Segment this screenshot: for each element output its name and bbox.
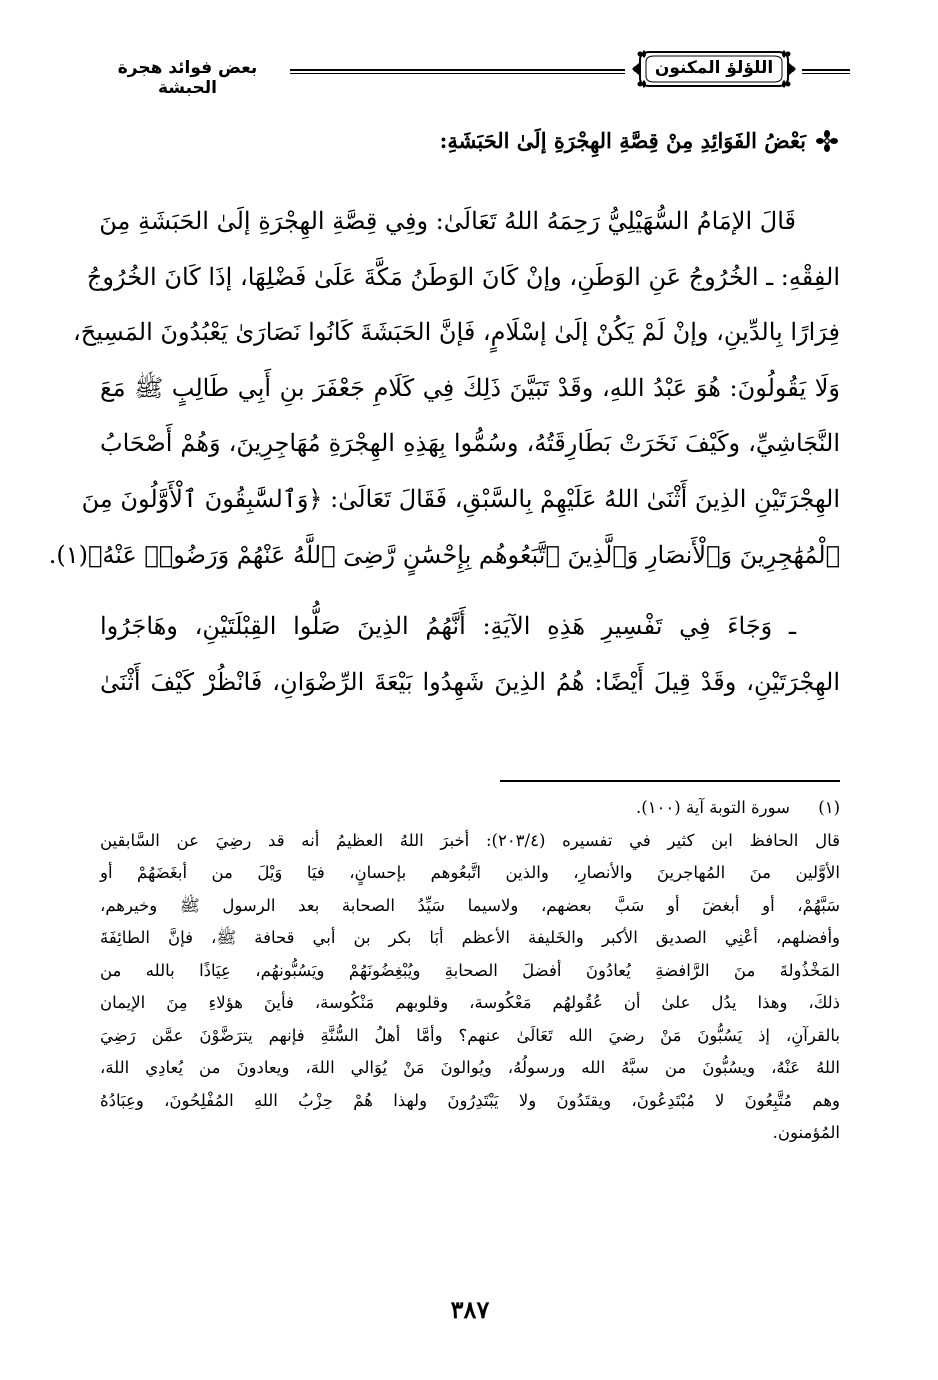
footnotes bbox=[100, 792, 840, 1150]
body-line: الفِقْهِ: ـ الخُرُوجُ عَنِ الوَطَنِ، وإنْ كَانَ الوَطَنُ مَكَّةَ عَلَىٰ فَضْلِهَا، إذَا كَانَ الخُرُوجُ bbox=[86, 262, 840, 291]
footnote-separator bbox=[500, 780, 840, 782]
header-ornament-frame bbox=[630, 48, 798, 90]
footnote-line: قال الحافظ ابن كثير في تفسيره (٢٠٣/٤): أخبرَ اللهُ العظيمُ أنه قد رضِيَ عن السَّابقين bbox=[100, 830, 840, 850]
footnote-line: المَخْذُولةَ منَ الرَّافضةِ يُعادُونَ أفضلَ الصحابةِ ويُبْغِضُونَهُمْ ويَسُبُّونهُم، عِيَاذًا بالله من bbox=[100, 960, 840, 980]
body-text bbox=[48, 194, 840, 710]
body-line: ٱلْمُهَٰجِرِينَ وَٱلْأَنصَارِ وَٱلَّذِينَ ٱتَّبَعُوهُم بِإِحْسَٰنٍ رَّضِىَ ٱللَّهُ عَنْهُمْ وَرَضُوا۟ عَنْهُ﴾(١). bbox=[48, 540, 840, 569]
header-section-title: بعض فوائد هجرة الحبشة bbox=[117, 58, 258, 98]
body-line: وَلَا يَقُولُونَ: هُوَ عَبْدُ اللهِ، وقَدْ تَبَيَّنَ ذَلِكَ فِي كَلَامِ جَعْفَرَ بنِ أَبِي طَالِبٍ ﷺ مَعَ bbox=[100, 373, 840, 402]
body-line: فِرَارًا بِالدِّينِ، وإنْ لَمْ يَكُنْ إلَىٰ إسْلَامٍ، فَإنَّ الحَبَشَةَ كَانُوا نَصَارَىٰ يَعْبُدُونَ المَسِيحَ، bbox=[73, 318, 840, 347]
flower-ornament-icon bbox=[816, 130, 838, 152]
header-rule-right bbox=[802, 69, 850, 74]
section-heading-text: بَعْضُ الفَوَائِدِ مِنْ قِصَّةِ الهِجْرَةِ إلَىٰ الحَبَشَةِ: bbox=[439, 128, 806, 153]
body-line: الهِجْرَتَيْنِ، وقَدْ قِيلَ أَيْضًا: هُمُ الذِينَ شَهِدُوا بَيْعَةَ الرِّضْوَانِ، فَانْظُرْ كَيْفَ أَثْنَىٰ bbox=[100, 667, 840, 696]
footnote-reference: سورة التوبة آية (١٠٠). bbox=[636, 798, 790, 817]
footnote-line: بالقرآنِ، إذ يَسُبُّونَ مَنْ رضيَ الله تَعَالَىٰ عنهم؟ وأمَّا أهلُ السُّنَّةِ فإنهم يترَضَّوْنَ عمَّن رَضِيَ bbox=[100, 1025, 840, 1045]
body-line: النَّجَاشِيِّ، وكَيْفَ نَخَرَتْ بَطَارِقَتُهُ، وسُمُّوا بِهَذِهِ الهِجْرَةِ مُهَاجِرِينَ، وَهُمْ أَصْحَابُ bbox=[100, 429, 840, 458]
header-rule-left bbox=[290, 69, 625, 74]
footnote-line: سَبَّهُمْ، أو أبغضَ أو سَبَّ بعضهم، ولاسيما سَيِّدُ الصحابة بعد الرسول ﷺ وخيرهم، bbox=[100, 895, 840, 915]
footnote-line: وهم مُتَّبِعُونَ لا مُبْتَدِعُونَ، ويقتَدُونَ ولا يَبْتَدِرُونَ ولهذا هُمْ حِزْبُ اللهِ المُفْلِحُونَ، وعِبَادُهُ bbox=[100, 1090, 840, 1110]
footnote-line: الأوَّلين منَ المُهاجرينَ والأنصارِ، والذين اتَّبعُوهم بإحسانٍ، فيَا وَيْلَ من أبغَضَهُمْ أو bbox=[100, 863, 840, 882]
footnote-line: وأفضلهم، أعْنِي الصديق الأكبر والخَليفة الأعظم أبَا بكر بن أبي قحافة ﷺ، فإنَّ الطائِفَةَ bbox=[100, 928, 840, 947]
body-line: قَالَ الإمَامُ السُّهَيْلِيُّ رَحِمَهُ اللهُ تَعَالَىٰ: وفِي قِصَّةِ الهِجْرَةِ إلَىٰ الحَبَشَةِ مِنَ bbox=[99, 207, 796, 235]
footnote-line: المُؤمنون. bbox=[772, 1123, 840, 1142]
footnote-line: ذلكَ، وهذا يدُل علىٰ أن عُقُولهُم مَعْكُوسة، وقلوبهم مَنْكُوسة، فأينَ هؤلاءِ مِنَ الإيمان bbox=[100, 993, 840, 1012]
running-header bbox=[90, 48, 850, 98]
footnote-line bbox=[100, 792, 840, 825]
footnote-number: (١) bbox=[818, 798, 840, 817]
header-book-title: اللؤلؤ المكنون bbox=[654, 58, 774, 78]
body-line: الهِجْرَتَيْنِ الذِينَ أَثْنَىٰ اللهُ عَلَيْهِمْ بِالسَّبْقِ، فَقَالَ تَعَالَىٰ: ﴿وَٱلسَّٰبِقُونَ ٱلْأَوَّلُونَ مِنَ bbox=[81, 484, 840, 513]
section-heading bbox=[98, 128, 838, 153]
body-line: ـ وَجَاءَ فِي تَفْسِيرِ هَذِهِ الآيَةِ: أَنَّهُمُ الذِينَ صَلُّوا القِبْلَتَيْنِ، وهَاجَرُوا bbox=[100, 612, 796, 641]
page-number: ٣٨٧ bbox=[450, 1295, 490, 1324]
footnote-line: اللهُ عَنْهُ، ويسُبُّونَ من سبَّهُ الله ورسولُهُ، ويُوالونَ مَنْ يُوَالي اللهَ، ويعادونَ من يُعادِي اللهَ، bbox=[100, 1058, 840, 1077]
